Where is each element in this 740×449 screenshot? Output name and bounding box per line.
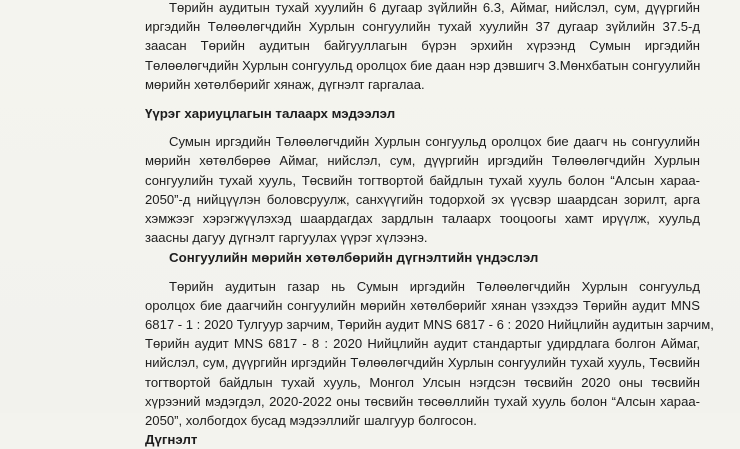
document-body (145, 0, 714, 449)
intro-line: Төрийн аудитын тухай хуулийн 6 дугаар зүйлийн 6.3, Аймаг, нийслэл, сум, дүүргийн (169, 0, 700, 15)
basis-line: хүрээний мэдэгдэл, 2020-2022 оны төсвийн төсөөллийн тухай хууль болон “Алсын хараа- (145, 393, 700, 409)
basis-line: Төрийн аудит MNS 6817 - 8 : 2020 Нийцлийн аудит стандартыг удирдлага болгон Аймаг, (145, 336, 700, 352)
basis-paragraph (145, 277, 714, 431)
basis-line: оролцох бие даагчийн сонгуулийн мөрийн хөтөлбөрийг хянан үзэхдээ Төрийн аудит MNS (145, 297, 700, 313)
responsibility-line: 2050”-д нийцүүлэн боловсруулж, санхүүгийн тодорхой эх үүсвэр шаардсан зорилт, арга (145, 191, 700, 207)
basis-line: Төрийн аудитын газар нь Сумын иргэдийн Төлөөлөгчдийн Хурлын сонгуульд (169, 278, 700, 294)
responsibility-line: Сумын иргэдийн Төлөөлөгчдийн Хурлын сонгуульд оролцох бие даагч нь сонгуулийн (169, 134, 700, 150)
section-heading-responsibility: Үүрэг хариуцлагын талаарх мэдээлэл (145, 106, 396, 122)
section-heading-basis: Сонгуулийн мөрийн хөтөлбөрийн дүгнэлтийн үндэслэл (169, 250, 539, 266)
basis-line: тогтвортой байдлын тухай хууль, Монгол Улсын нэгдсэн төсвийн 2020 оны төсвийн (145, 374, 700, 390)
responsibility-paragraph (145, 132, 700, 247)
intro-line: заасан Төрийн аудитын байгууллагын бүрэн эрхийн хүрээнд Сумын иргэдийн (145, 38, 700, 54)
responsibility-line: хэмжээг хэрэгжүүлэхэд шаардагдах зардлын талаарх тооцоогы хамт ирүүлж, хуульд (145, 211, 700, 227)
basis-line: 6817 - 1 : 2020 Тулгуур зарчим, Төрийн аудит MNS 6817 - 6 : 2020 Нийцлийн аудитын зарчим, (145, 317, 714, 333)
intro-line: иргэдийн Төлөөлөгчдийн Хурлын сонгуулийн тухай хуулийн 37 дугаар зүйлийн 37.5-д (145, 19, 700, 35)
intro-paragraph (145, 0, 700, 94)
responsibility-line: мөрийн хөтөлбөрөө Аймаг, нийслэл, сум, дүүргийн иргэдийн Төлөөлөгчдийн Хурлын (145, 153, 700, 169)
responsibility-line: сонгуулийн тухай хууль, Төсвийн тогтвортой байдлын тухай хууль болон “Алсын хараа- (145, 172, 700, 188)
section-heading-conclusion: Дүгнэлт (145, 432, 198, 448)
intro-line: мөрийн хөтөлбөрийг хянаж, дүгнэлт гаргалаа. (145, 76, 425, 92)
intro-line: Төлөөлөгчдийн Хурлын сонгуульд оролцох бие даан нэр дэвшигч З.Мөнхбатын сонгуулийн (145, 57, 701, 73)
responsibility-line: заасны дагуу дүгнэлт гаргуулах үүрэг хүлээнэ. (145, 230, 428, 246)
basis-line: нийслэл, сум, дүүргийн иргэдийн Төлөөлөгчдийн Хурлын сонгуулийн тухай хууль, Төсвийн (145, 355, 700, 371)
basis-line: 2050”, холбогдох бусад мэдээллийг шалгуур болгосон. (145, 413, 477, 429)
